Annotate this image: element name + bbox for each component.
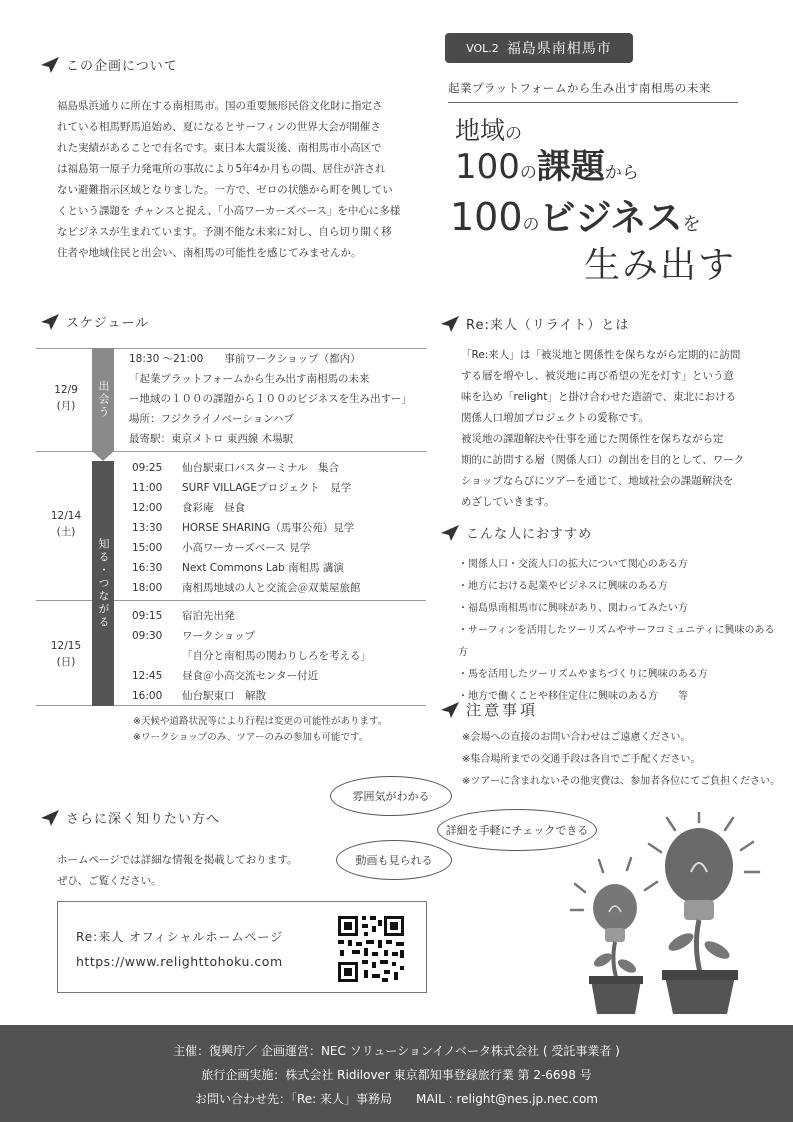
more-heading: さらに深く知りたい方へ — [40, 808, 220, 827]
relight-heading: Re:来人（リライト）とは — [440, 314, 629, 333]
list-item: ※ツアーに含まれないその他実費は、参加者各位にてご負担ください。 — [462, 776, 781, 787]
band-know-connect: 知る・つながる — [92, 461, 114, 706]
list-item: ※会場への直接のお問い合わせはご遠慮ください。 — [462, 732, 691, 743]
list-item: ・地方で働くことや移住定住に興味のある方 等 — [458, 691, 688, 702]
date-day3: 12/15 (日) — [50, 640, 82, 668]
day2-row: 12:00 食彩庵 昼食 — [132, 502, 245, 514]
about-heading: この企画について — [40, 55, 178, 74]
schedule-table — [36, 348, 426, 706]
day1-row: 「起業プラットフォームから生み出す南相馬の未来 — [129, 373, 370, 385]
day3-row: 16:00 仙台駅東口 解散 — [132, 690, 266, 702]
bubble-details: 詳細を手軽にチェックできる — [437, 809, 597, 851]
schedule-notes: ※天候や道路状況等により行程は変更の可能性があります。 ※ワークショップのみ、ツアーのみの参加も可能です。 — [133, 716, 388, 743]
list-item: ・福島県南相馬市に興味があり、関わってみたい方 — [458, 603, 688, 614]
recommend-list — [458, 554, 778, 708]
list-item: ・地方における起業やビジネスに興味のある方 — [458, 581, 668, 592]
date-day2: 12/14 (土) — [50, 510, 82, 538]
paper-plane-icon — [40, 809, 60, 827]
day3-row: 09:30 ワークショップ — [132, 630, 256, 642]
homepage-title: Re:来人 オフィシャルホームページ — [76, 930, 284, 944]
subtitle: 起業プラットフォームから生み出す南相馬の未来 — [448, 80, 738, 103]
footer — [0, 1025, 793, 1122]
footer-organizer: 主催：復興庁／ 企画運営：NEC ソリューションイノベータ株式会社 ( 受託事業者 ) — [173, 1044, 620, 1058]
day1-row: ー地域の１００の課題から１００のビジネスを生み出すー」 — [129, 393, 412, 405]
list-item: ※集合場所までの交通手段は各自でご手配ください。 — [462, 754, 701, 765]
relight-text: 「Re:来人」は「被災地と関係性を保ちながら定期的に訪問 する層を増やし、被災地に再び希望の光を灯す」という意 味を込め「relight」と掛け合わせた造語で、東北における 関係人口増加プロジェクトの愛称です。 被災地の課題解決や仕事を通じた関係性を保ちながら定 期的に訪問する層（関係人口）の創出を目的として、ワーク ショップならびにツアーを通じて、地域社会の課題解決を めざしていきます。 — [461, 349, 745, 508]
paper-plane-icon — [440, 701, 460, 719]
caution-list — [462, 727, 782, 793]
caution-heading: 注意事項 — [440, 699, 538, 720]
headline-line-4: 生み出す — [584, 245, 737, 286]
paper-plane-icon — [40, 313, 60, 331]
day1-row: 最寄駅：東京メトロ 東西線 木場駅 — [129, 433, 294, 445]
headline-line-2: 100の課題から — [455, 147, 639, 187]
headline-line-3: 100のビジネスを — [450, 195, 701, 239]
qr-code-icon[interactable] — [336, 914, 406, 984]
more-text: ホームページでは詳細な情報を掲載しております。 ぜひ、ご覧ください。 — [57, 854, 298, 887]
band-meet: 出会う — [92, 348, 114, 451]
day3-row: 12:45 昼食＠小高交流センター付近 — [132, 670, 319, 682]
recommend-heading: こんな人におすすめ — [440, 523, 592, 542]
band-arrow-icon — [92, 451, 114, 461]
homepage-url[interactable]: https://www.relighttohoku.com — [76, 954, 283, 969]
day2-row: 13:30 HORSE SHARING（馬事公苑）見学 — [132, 522, 355, 534]
day1-row: 場所：フジクライノベーションハブ — [129, 413, 294, 425]
list-item: ・馬を活用したツーリズムやまちづくりに興味のある方 — [458, 669, 708, 680]
vol-badge: VOL.2 福島県南相馬市 — [445, 33, 633, 63]
about-text: 福島県浜通りに所在する南相馬市。国の重要無形民俗文化財に指定さ れている相馬野馬追始め、夏になるとサーフィンの世界大会が開催さ れた実績があることで有名です。東日本大震災後、南相馬市小高区で は福島第一原子力発電所の事故により5年4か月もの間、居住が許され ない避難指示区域となりました。一方で、ゼロの状態から町を興してい くという課題を チャンスと捉え、「小高ワーカーズベース」を中心に多様 なビジネスが生まれています。予測不能な未来に対し、自ら切り開く移 住者や地域住民と出会い、南相馬の可能性を感じてみませんか。 — [57, 100, 401, 259]
footer-contact: お問い合わせ先：「Re: 来人」事務局 MAIL : relight@nes.jp.nec.com — [195, 1092, 598, 1106]
list-item: ・サーフィンを活用したツーリズムやサーフコミュニティに興味のある方 — [458, 625, 775, 658]
paper-plane-icon — [440, 315, 460, 333]
day2-row: 11:00 SURF VILLAGEプロジェクト 見学 — [132, 482, 352, 494]
bubble-video: 動画も見られる — [336, 840, 452, 880]
day2-row: 09:25 仙台駅東口バスターミナル 集合 — [132, 462, 339, 474]
day2-row: 16:30 Next Commons Lab 南相馬 講演 — [132, 562, 345, 574]
homepage-box — [57, 901, 427, 993]
footer-travel-agency: 旅行企画実施：株式会社 Ridilover 東京都知事登録旅行業 第 2-6698 号 — [201, 1068, 592, 1082]
bubble-atmosphere: 雰囲気がわかる — [330, 776, 452, 816]
paper-plane-icon — [40, 56, 60, 74]
day3-row: 「自分と南相馬の関わりしろを考える」 — [182, 650, 371, 662]
paper-plane-icon — [440, 524, 460, 542]
day2-row: 18:00 南相馬地域の人と交流会＠双葉屋旅館 — [132, 582, 361, 594]
day3-row: 09:15 宿泊先出発 — [132, 610, 235, 622]
day2-row: 15:00 小高ワーカーズベース 見学 — [132, 542, 311, 554]
day1-row: 18:30 ～21:00 事前ワークショップ（都内） — [129, 353, 361, 365]
schedule-heading: スケジュール — [40, 312, 149, 331]
lightbulb-plants-illustration — [565, 812, 775, 1016]
headline-line-1: 地域の — [455, 116, 523, 145]
list-item: ・関係人口・交流人口の拡大について関心のある方 — [458, 559, 688, 570]
date-day1: 12/9 (月) — [54, 384, 78, 412]
